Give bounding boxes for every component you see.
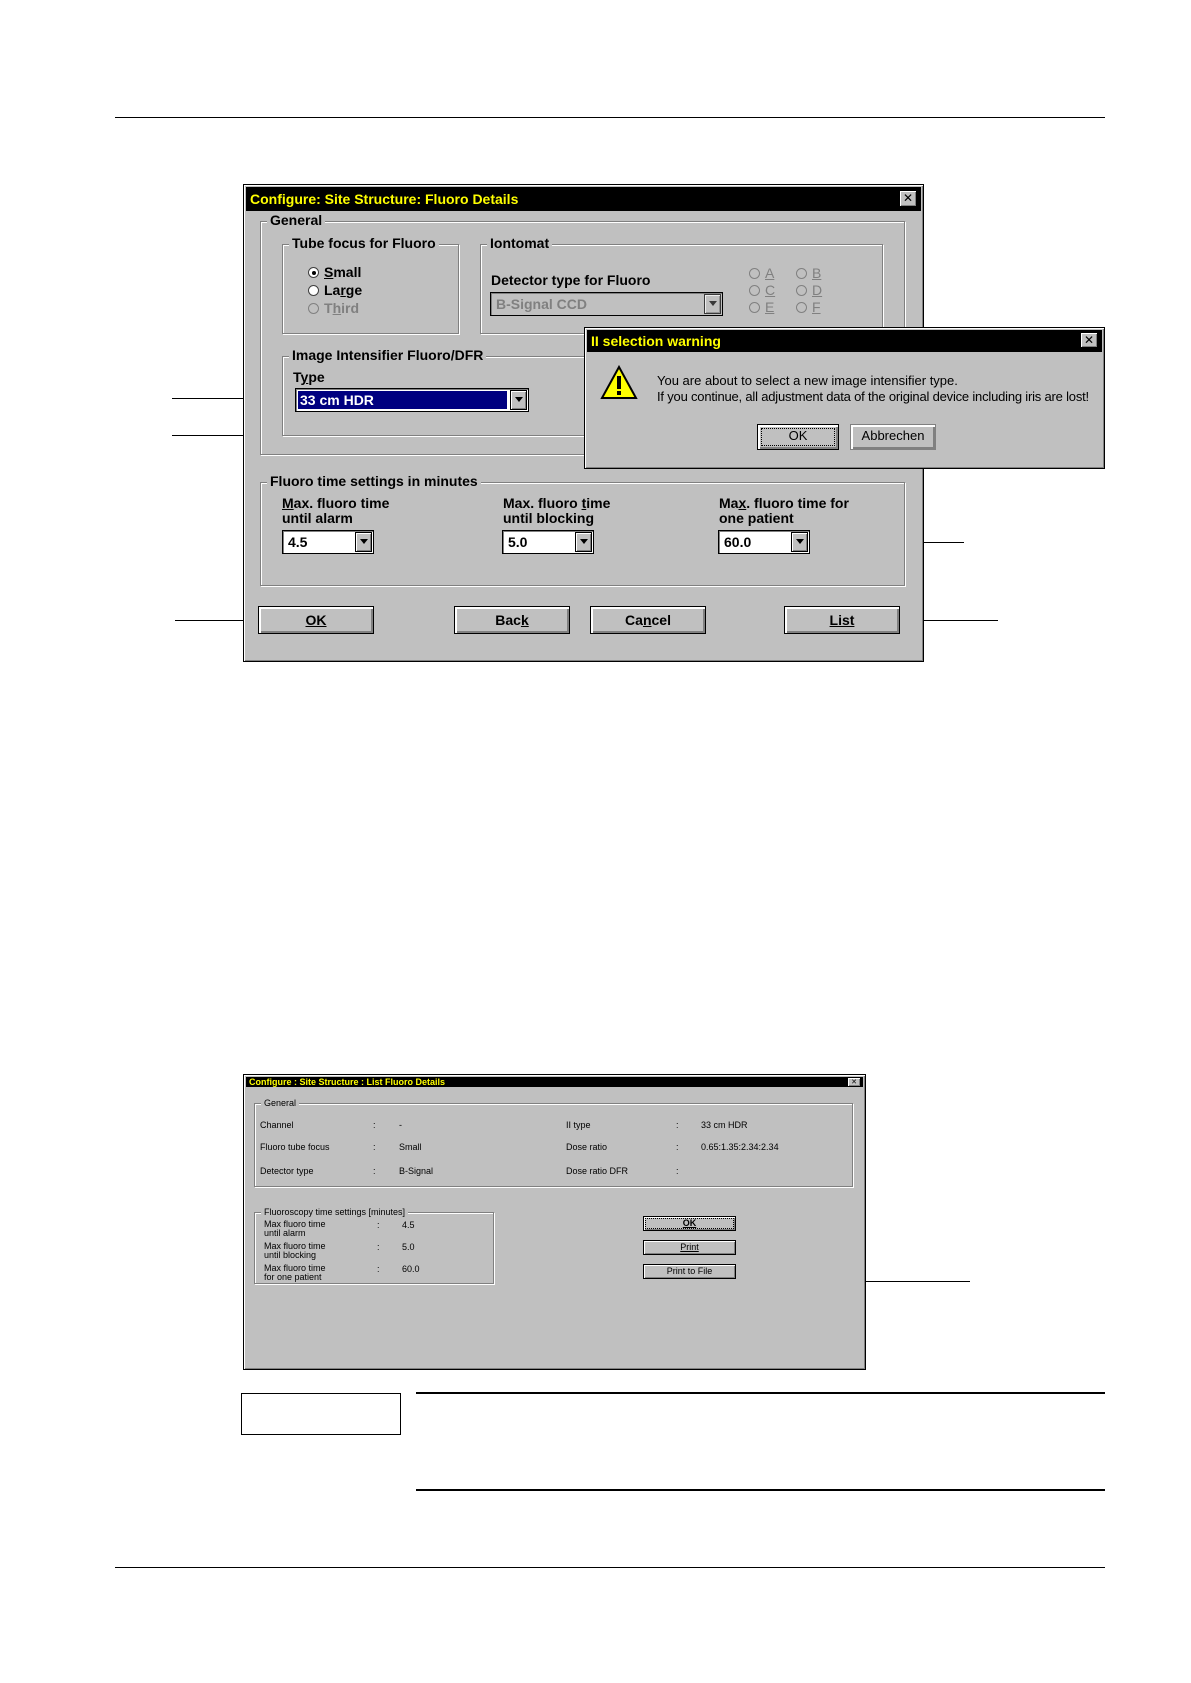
ok-button[interactable] xyxy=(258,606,374,634)
list-button-label: List xyxy=(829,612,855,628)
cancel-button-label: Cancel xyxy=(625,612,671,628)
radio-small[interactable] xyxy=(308,264,428,282)
patient-time-select[interactable] xyxy=(718,530,810,554)
chevron-down-icon[interactable] xyxy=(791,532,808,552)
field-d-label: D xyxy=(812,282,823,298)
list-time-label: Fluoroscopy time settings [minutes] xyxy=(261,1207,408,1217)
dose-dfr-colon: : xyxy=(676,1166,679,1176)
alarm-time-value: 4.5 xyxy=(288,534,308,550)
warning-ok-label: OK xyxy=(788,428,808,443)
field-f-label: F xyxy=(812,299,821,315)
field-f-indicator xyxy=(796,302,807,313)
close-icon: ✕ xyxy=(851,1078,857,1086)
field-b-label: B xyxy=(812,265,822,281)
close-icon: ✕ xyxy=(902,191,914,205)
list-title-bar xyxy=(246,1077,863,1087)
warning-cancel-label: Abbrechen xyxy=(861,428,925,443)
field-c-indicator xyxy=(749,285,760,296)
note-box xyxy=(241,1393,401,1435)
print-label: Print xyxy=(680,1242,699,1252)
note-rule-bottom xyxy=(416,1489,1105,1491)
list-alarm-label: Max fluoro time until alarm xyxy=(264,1219,326,1238)
ok-button-label: OK xyxy=(305,612,327,628)
chevron-down-icon[interactable] xyxy=(575,532,592,552)
dose-ratio-label: Dose ratio xyxy=(566,1142,608,1152)
detector-value: B-Signal xyxy=(399,1166,434,1176)
focus-colon: : xyxy=(373,1142,376,1152)
alarm-time-label: Max. fluoro time until alarm xyxy=(282,495,390,526)
back-button-label: Back xyxy=(495,612,529,628)
field-d-indicator xyxy=(796,285,807,296)
channel-label: Channel xyxy=(260,1120,294,1130)
dose-ratio-value: 0.65:1.35:2.34:2.34 xyxy=(701,1142,779,1152)
ii-type-label: Type xyxy=(293,369,325,385)
iontomat-group xyxy=(480,235,883,334)
iontomat-label: Iontomat xyxy=(487,235,552,251)
radio-small-label: Small xyxy=(324,264,362,280)
print-to-file-button[interactable] xyxy=(643,1264,736,1279)
list-blocking-colon: : xyxy=(377,1242,380,1252)
list-patient-value: 60.0 xyxy=(402,1264,420,1274)
field-a-label: A xyxy=(765,265,775,281)
warning-message-line2: If you continue, all adjustment data of the original device including iris are lost! xyxy=(657,389,1089,404)
detector-type-select[interactable] xyxy=(490,292,723,316)
chevron-down-icon[interactable] xyxy=(355,532,372,552)
list-button[interactable] xyxy=(784,606,900,634)
list-close-button[interactable] xyxy=(847,1077,861,1087)
channel-colon: : xyxy=(373,1120,376,1130)
chevron-down-icon[interactable] xyxy=(510,390,527,410)
tube-focus-label: Tube focus for Fluoro xyxy=(289,235,439,251)
radio-large-indicator xyxy=(308,285,319,296)
detector-type-value: B-Signal CCD xyxy=(496,296,587,312)
field-a-indicator xyxy=(749,268,760,279)
radio-third-label: Third xyxy=(324,300,360,316)
blocking-time-select[interactable] xyxy=(502,530,594,554)
back-button[interactable] xyxy=(454,606,570,634)
print-to-file-label: Print to File xyxy=(666,1266,713,1276)
detector-type-label: Detector type for Fluoro xyxy=(491,272,651,288)
ii-type-value: 33 cm HDR xyxy=(300,392,374,408)
ii-type-list-colon: : xyxy=(676,1120,679,1130)
channel-value: - xyxy=(399,1120,402,1130)
image-intensifier-label: Image Intensifier Fluoro/DFR xyxy=(289,347,486,363)
patient-time-label: Max. fluoro time for one patient xyxy=(719,495,849,526)
warning-icon xyxy=(600,365,638,401)
field-e-label: E xyxy=(765,299,775,315)
warning-title-bar xyxy=(587,330,1102,352)
blocking-time-value: 5.0 xyxy=(508,534,528,550)
radio-large-label: Large xyxy=(324,282,363,298)
list-general-group xyxy=(254,1098,853,1187)
radio-small-indicator xyxy=(308,267,319,278)
close-icon: ✕ xyxy=(1083,333,1095,347)
print-button[interactable] xyxy=(643,1240,736,1255)
warning-cancel-button[interactable] xyxy=(850,424,936,450)
list-blocking-value: 5.0 xyxy=(402,1242,415,1252)
list-ok-label: OK xyxy=(682,1218,697,1228)
list-dialog-title: Configure : Site Structure : List Fluoro Details xyxy=(249,1077,446,1087)
general-group-label: General xyxy=(267,212,325,228)
blocking-time-label: Max. fluoro time until blocking xyxy=(503,495,611,526)
list-alarm-value: 4.5 xyxy=(402,1220,415,1230)
radio-third xyxy=(308,300,428,318)
close-button[interactable] xyxy=(899,190,917,207)
detector-label: Detector type xyxy=(260,1166,314,1176)
list-alarm-colon: : xyxy=(377,1220,380,1230)
warning-close-button[interactable] xyxy=(1080,332,1098,348)
list-patient-colon: : xyxy=(377,1264,380,1274)
dose-dfr-label: Dose ratio DFR xyxy=(566,1166,629,1176)
ii-type-select[interactable] xyxy=(295,388,529,412)
title-bar xyxy=(246,187,921,211)
list-fluoro-dialog xyxy=(243,1074,866,1370)
fluoro-time-group xyxy=(260,473,905,586)
tube-focus-group xyxy=(282,235,459,334)
radio-large[interactable] xyxy=(308,282,428,300)
patient-time-value: 60.0 xyxy=(724,534,752,550)
warning-title: II selection warning xyxy=(591,333,721,349)
list-blocking-label: Max fluoro time until blocking xyxy=(264,1241,326,1260)
radio-third-indicator xyxy=(308,303,319,314)
list-time-group xyxy=(254,1207,494,1284)
focus-value: Small xyxy=(399,1142,422,1152)
fluoro-time-label: Fluoro time settings in minutes xyxy=(267,473,481,489)
chevron-down-icon[interactable] xyxy=(704,294,721,314)
note-rule-top xyxy=(416,1392,1105,1394)
list-general-label: General xyxy=(261,1098,299,1108)
field-e-indicator xyxy=(749,302,760,313)
field-b-indicator xyxy=(796,268,807,279)
detector-colon: : xyxy=(373,1166,376,1176)
list-patient-label: Max fluoro time for one patient xyxy=(264,1263,326,1282)
focus-label: Fluoro tube focus xyxy=(260,1142,330,1152)
warning-message-line1: You are about to select a new image intensifier type. xyxy=(657,373,958,388)
cancel-button[interactable] xyxy=(590,606,706,634)
field-c-label: C xyxy=(765,282,776,298)
footer-rule xyxy=(115,1567,1105,1568)
ii-type-list-value: 33 cm HDR xyxy=(701,1120,748,1130)
alarm-time-select[interactable] xyxy=(282,530,374,554)
ii-type-list-label: II type xyxy=(566,1120,591,1130)
ii-warning-dialog xyxy=(584,327,1105,469)
warning-ok-button[interactable] xyxy=(757,424,839,450)
dose-ratio-colon: : xyxy=(676,1142,679,1152)
dialog-title: Configure: Site Structure: Fluoro Details xyxy=(250,191,519,207)
list-ok-button[interactable] xyxy=(643,1216,736,1231)
header-rule xyxy=(115,117,1105,118)
